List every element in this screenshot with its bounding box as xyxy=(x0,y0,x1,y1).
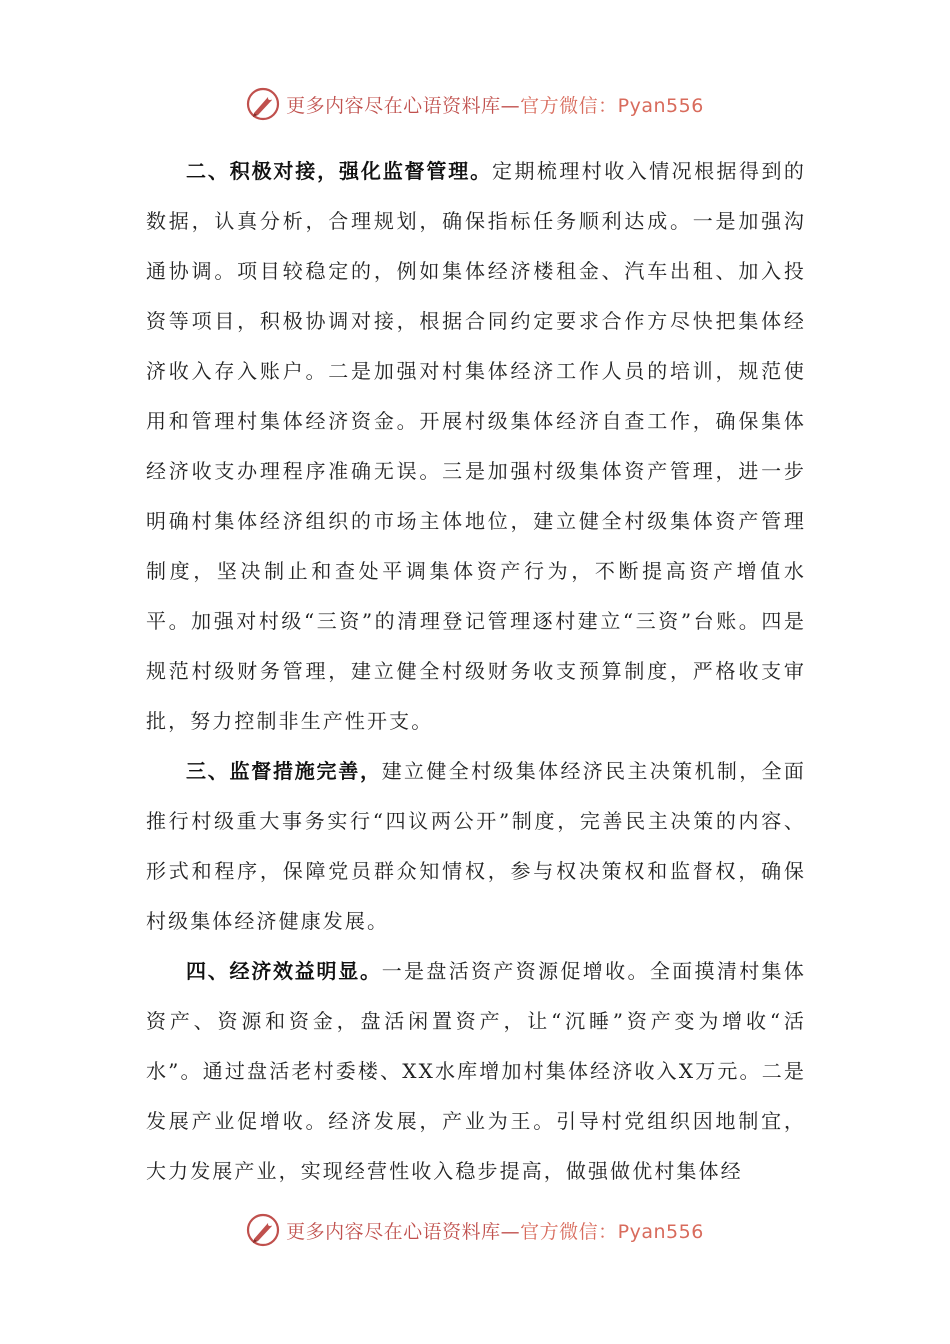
banner-text xyxy=(286,91,704,118)
pen-logo-icon xyxy=(246,87,280,121)
paragraph-supervision-management xyxy=(146,146,806,746)
paragraph-heading: 三、监督措施完善， xyxy=(186,759,382,783)
paragraph-heading: 四、经济效益明显。 xyxy=(186,959,382,983)
banner-separator: — xyxy=(500,1220,521,1243)
document-body xyxy=(146,146,806,1196)
paragraph-heading: 二、积极对接，强化监督管理。 xyxy=(186,159,492,183)
paragraph-text: 建立健全村级集体经济民主决策机制，全面推行村级重大事务实行“四议两公开”制度，完善民主决策的内容、形式和程序，保障党员群众知情权，参与权决策权和监督权，确保村级集体经济健康发展。 xyxy=(146,759,806,933)
paragraph-supervision-measures xyxy=(146,746,806,946)
banner-separator: — xyxy=(500,94,521,117)
banner-wechat-id: 官方微信：Pyan556 xyxy=(520,1220,704,1243)
paragraph-economic-benefits xyxy=(146,946,806,1196)
banner-text xyxy=(286,1217,704,1244)
banner-library-name: 更多内容尽在心语资料库 xyxy=(286,1220,501,1243)
pen-logo-icon xyxy=(246,1213,280,1247)
banner-library-name: 更多内容尽在心语资料库 xyxy=(286,94,501,117)
footer-watermark-banner xyxy=(0,1210,950,1250)
header-watermark-banner xyxy=(0,84,950,124)
paragraph-text: 一是盘活资产资源促增收。全面摸清村集体资产、资源和资金，盘活闲置资产，让“沉睡”资产变为增收“活水”。通过盘活老村委楼、XX水库增加村集体经济收入X万元。二是发展产业促增收。经济发展，产业为王。引导村党组织因地制宜，大力发展产业，实现经营性收入稳步提高，做强做优村集体经 xyxy=(146,959,806,1183)
paragraph-text: 定期梳理村收入情况根据得到的数据，认真分析，合理规划，确保指标任务顺利达成。一是加强沟通协调。项目较稳定的，例如集体经济楼租金、汽车出租、加入投资等项目，积极协调对接，根据合同约定要求合作方尽快把集体经济收入存入账户。二是加强对村集体经济工作人员的培训，规范使用和管理村集体经济资金。开展村级集体经济自查工作，确保集体经济收支办理程序准确无误。三是加强村级集体资产管理，进一步明确村集体经济组织的市场主体地位，建立健全村级集体资产管理制度，坚决制止和查处平调集体资产行为，不断提高资产增值水平。加强对村级“三资”的清理登记管理逐村建立“三资”台账。四是规范村级财务管理，建立健全村级财务收支预算制度，严格收支审批，努力控制非生产性开支。 xyxy=(146,159,807,733)
banner-wechat-id: 官方微信：Pyan556 xyxy=(520,94,704,117)
